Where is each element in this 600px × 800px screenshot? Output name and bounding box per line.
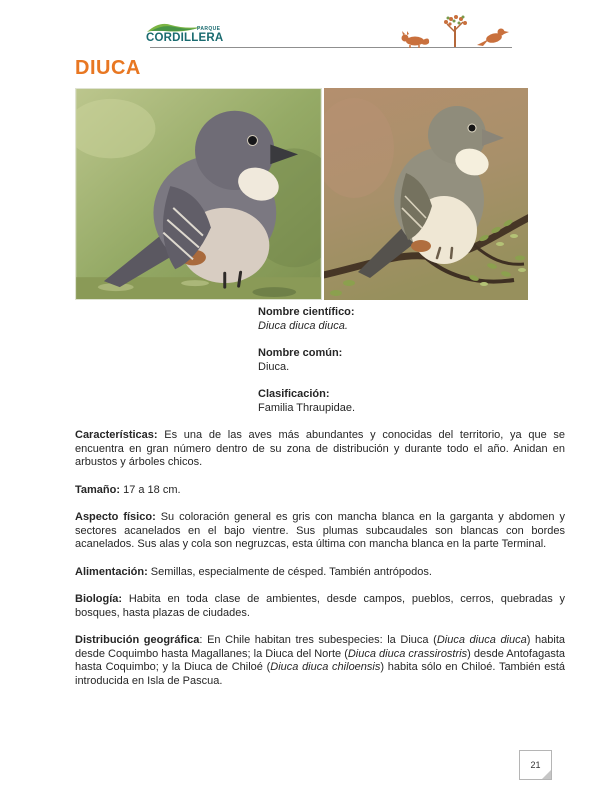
scientific-name-value: Diuca diuca diuca. <box>258 319 348 332</box>
tree-icon <box>444 15 467 47</box>
common-name-label: Nombre común: <box>258 347 343 359</box>
section-aspecto-fisico: Aspecto físico: Su coloración general es gris con mancha blanca en la garganta y abdomen y sectores acanelados en el bajo vientre. Sus plumas subcaudales son blancas con bordes acanelados. Sus alas y cola son negruzcas, esta última con mancha blanca en la parte Terminal. <box>75 511 565 550</box>
classification-block <box>258 388 565 415</box>
bird-icon <box>477 29 509 47</box>
diuca-photo-right <box>324 88 528 300</box>
section-distribucion-geografica: Distribución geográfica: En Chile habitan tres subespecies: la Diuca (Diuca diuca diuca) habita desde Coquimbo hasta Magallanes; la Diuca del Norte (Diuca diuca crassirostris) desde Antofagasta hasta Coquimbo; y la Diuca de Chiloé (Diuca diuca chiloensis) habita sólo en Chiloé. También está introducida en Isla de Pascua. <box>75 634 566 687</box>
logo-cordillera-text: CORDILLERA <box>146 32 224 44</box>
scientific-name-label: Nombre científico: <box>258 306 355 318</box>
bird-photos <box>75 88 528 300</box>
page-title: DIUCA <box>75 57 141 79</box>
section-alimentacion: Alimentación: Semillas, especialmente de césped. También antrópodos. <box>75 565 432 578</box>
section-caracteristicas: Características: Es una de las aves más abundantes y conocidas del territorio, ya que se encuentra en gran número dentro de su zona de distribución y durante todo el año. Anidan en arbustos y árboles chicos. <box>75 429 565 468</box>
common-name-value: Diuca. <box>258 360 290 373</box>
classification-label: Clasificación: <box>258 388 330 400</box>
diuca-photo-left <box>75 88 322 300</box>
section-biologia: Biología: Habita en toda clase de ambientes, desde campos, pueblos, cerros, quebradas y bosques, hasta plazas de ciudades. <box>75 593 565 619</box>
page-number-box <box>519 750 552 780</box>
folded-corner-icon <box>542 770 551 779</box>
body-text <box>75 306 565 702</box>
common-name-block <box>258 347 565 374</box>
fox-icon <box>402 31 430 48</box>
header-animals-art <box>393 14 511 50</box>
classification-value: Familia Thraupidae. <box>258 401 356 414</box>
scientific-name-block <box>258 306 565 333</box>
section-tamano: Tamaño: 17 a 18 cm. <box>75 483 181 496</box>
page-number: 21 <box>530 760 541 770</box>
logo-parque-text: PARQUE <box>197 26 221 32</box>
